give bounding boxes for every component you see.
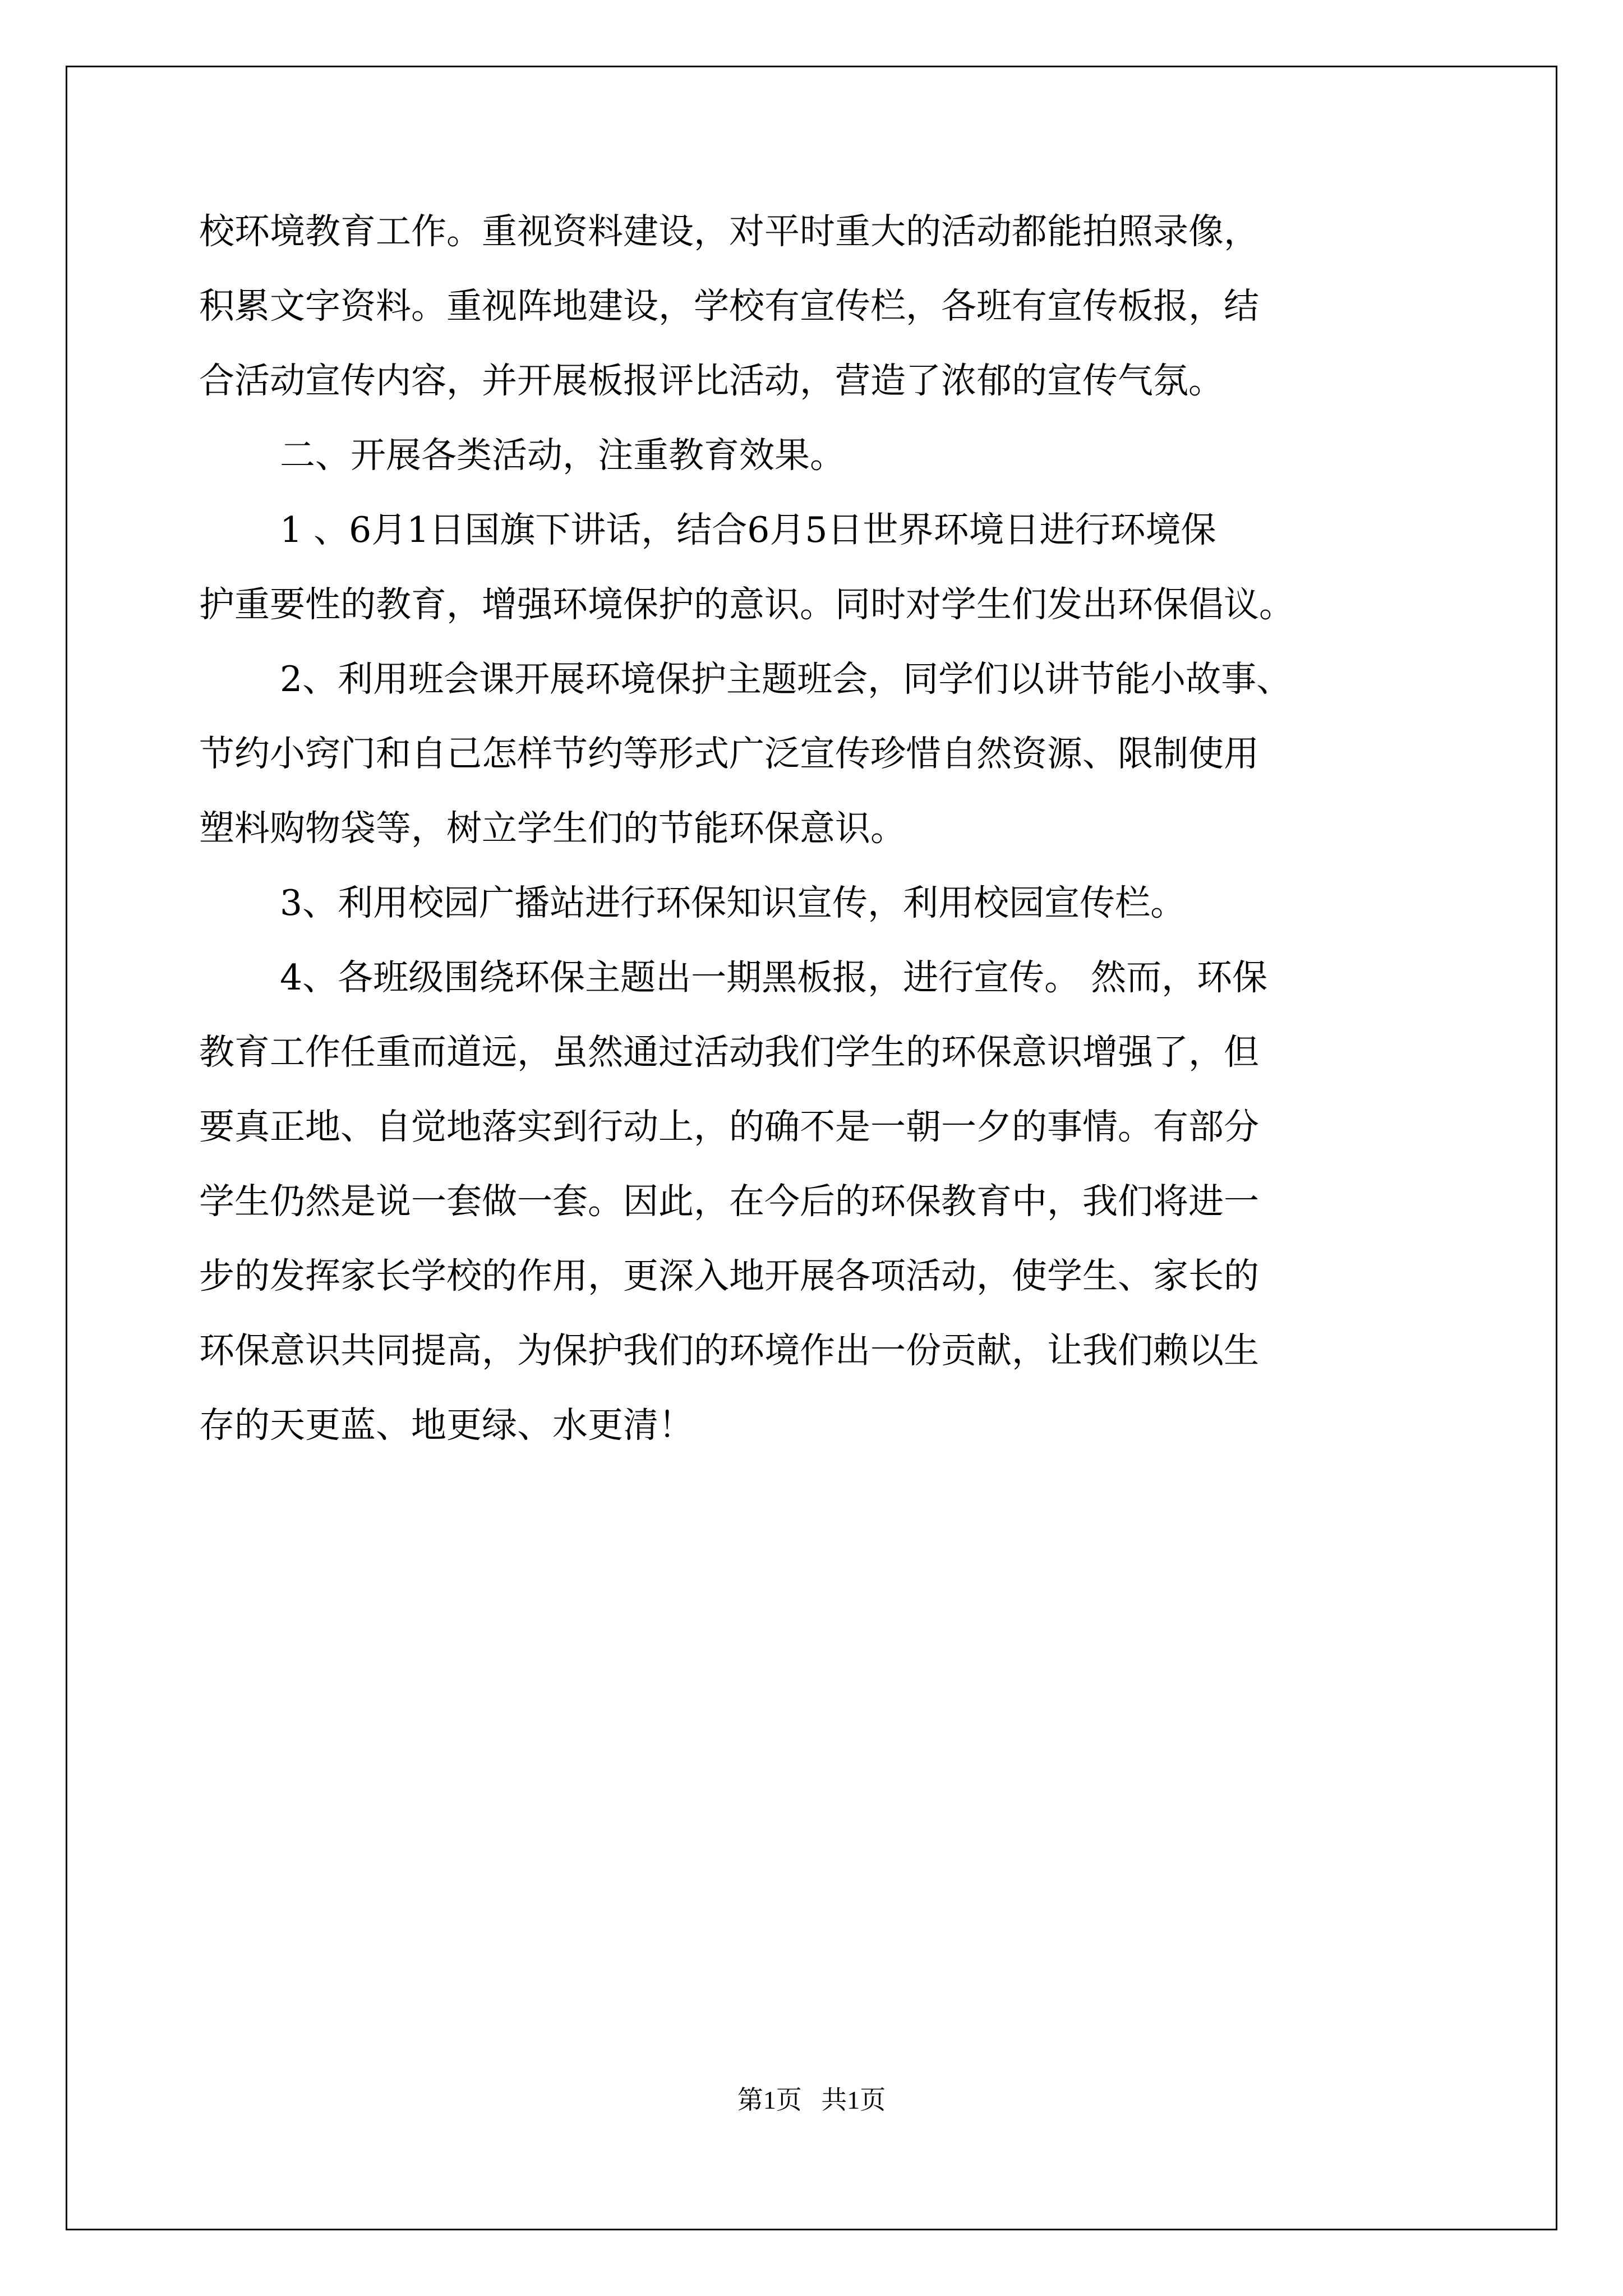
section-heading: 二、开展各类活动，注重教育效果。 (280, 435, 845, 476)
body-line: 2、利用班会课开展环境保护主题班会，同学们以讲节能小故事、 (280, 659, 1292, 700)
body-line: 学生仍然是说一套做一套。因此，在今后的环保教育中，我们将进一 (199, 1181, 1259, 1222)
page-footer: 第1页 共1页 (737, 2086, 886, 2114)
body-line: 积累文字资料。重视阵地建设，学校有宣传栏，各班有宣传板报，结 (199, 286, 1259, 326)
body-line: 塑料购物袋等，树立学生们的节能环保意识。 (199, 808, 906, 849)
document-body (199, 194, 1455, 1462)
body-line: 合活动宣传内容，并开展板报评比活动，营造了浓郁的宣传气氛。 (199, 360, 1224, 401)
body-line: 节约小窍门和自己怎样节约等形式广泛宣传珍惜自然资源、限制使用 (199, 733, 1259, 774)
body-line: 校环境教育工作。重视资料建设，对平时重大的活动都能拍照录像， (199, 211, 1259, 252)
body-line: 1 、6月1日国旗下讲话，结合6月5日世界环境日进行环境保 (280, 509, 1216, 550)
body-line: 要真正地、自觉地落实到行动上，的确不是一朝一夕的事情。有部分 (199, 1106, 1259, 1147)
body-line: 步的发挥家长学校的作用，更深入地开展各项活动，使学生、家长的 (199, 1255, 1259, 1296)
body-line: 教育工作任重而道远，虽然通过活动我们学生的环保意识增强了，但 (199, 1032, 1259, 1073)
body-line: 存的天更蓝、地更绿、水更清！ (199, 1405, 694, 1446)
body-line: 环保意识共同提高，为保护我们的环境作出一份贡献，让我们赖以生 (199, 1330, 1259, 1371)
body-line: 护重要性的教育，增强环境保护的意识。同时对学生们发出环保倡议。 (199, 584, 1294, 625)
body-line: 4、各班级围绕环保主题出一期黑板报，进行宣传。 然而，环保 (280, 957, 1268, 998)
body-line: 3、利用校园广播站进行环保知识宣传，利用校园宣传栏。 (280, 882, 1186, 923)
